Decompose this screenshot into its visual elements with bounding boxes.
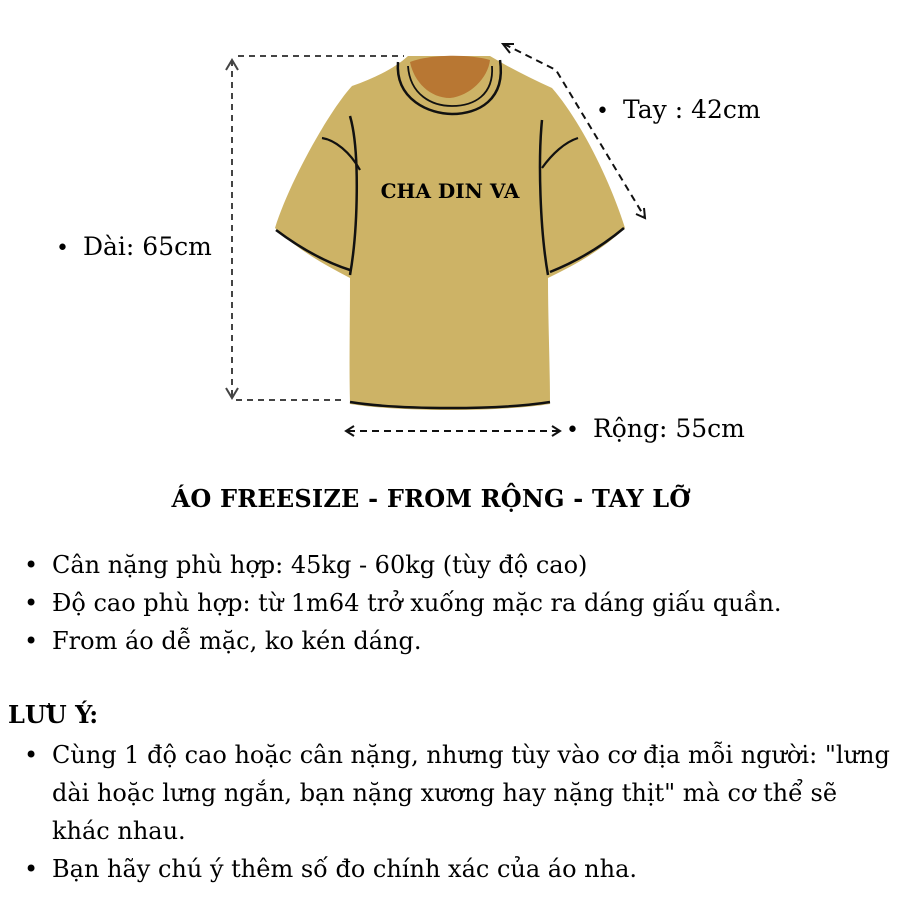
tshirt-body	[275, 56, 625, 410]
sleeve-measurement: • Tay : 42cm	[596, 95, 761, 124]
list-item: • Cân nặng phù hợp: 45kg - 60kg (tùy độ cao)	[22, 546, 892, 584]
list-item: • Cùng 1 độ cao hoặc cân nặng, nhưng tùy vào cơ địa mỗi người: "lưng dài hoặc lưng ngắn, bạn nặng xương hay nặng thịt" mà cơ thể sẽ khác nhau.	[22, 736, 892, 850]
brand-print: CHA DIN VA	[380, 179, 520, 203]
width-measurement: • Rộng: 55cm	[566, 414, 745, 443]
note-list	[22, 736, 892, 888]
length-measurement: • Dài: 65cm	[56, 232, 212, 261]
list-item: • Bạn hãy chú ý thêm số đo chính xác của áo nha.	[22, 850, 892, 888]
product-title: ÁO FREESIZE - FROM RỘNG - TAY LỠ	[171, 484, 691, 513]
fit-info-list	[22, 546, 892, 660]
note-heading: LƯU Ý:	[8, 700, 99, 729]
list-item: • From áo dễ mặc, ko kén dáng.	[22, 622, 892, 660]
list-item: • Độ cao phù hợp: từ 1m64 trở xuống mặc ra dáng giấu quần.	[22, 584, 892, 622]
